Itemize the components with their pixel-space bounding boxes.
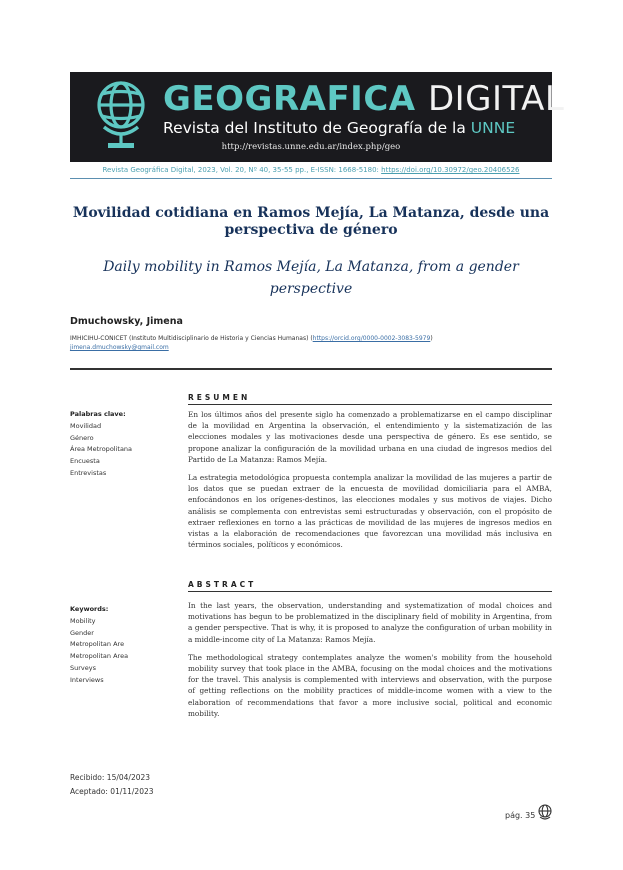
keyword: Mobility: [70, 616, 96, 625]
divider: [70, 178, 552, 179]
keyword: Movilidad: [70, 421, 102, 430]
keyword: Metropolitan Are: [70, 640, 125, 649]
keywords-title: Palabras clave:: [70, 410, 126, 418]
keywords-en: [70, 604, 180, 687]
author-email[interactable]: jimena.dmuchowsky@gmail.com: [70, 344, 169, 351]
resumen-body: [188, 409, 552, 557]
citation-line: Revista Geográfica Digital, 2023, Vol. 20, Nº 40, 35-55 pp., E-ISSN: 1668-5180: https://doi.org/10.30972/geo.20406526: [102, 166, 520, 174]
page-number: pág. 35: [505, 811, 536, 820]
resumen-rule: [188, 404, 552, 405]
keywords-title: Keywords:: [70, 605, 109, 613]
received-date: Recibido: 15/04/2023: [70, 773, 151, 782]
journal-url[interactable]: http://revistas.unne.edu.ar/index.php/geo: [221, 142, 401, 152]
submission-dates: [70, 771, 154, 799]
journal-banner: [70, 72, 565, 162]
keyword: Entrevistas: [70, 468, 107, 477]
keyword: Género: [70, 433, 94, 442]
keyword: Encuesta: [70, 457, 100, 466]
keyword: Gender: [70, 628, 94, 637]
paragraph: The methodological strategy contemplates analyze the women's mobility from the household mobility survey that took place in the AMBA, focusing on the modal choices and the motivations for the travel. This analysis is complemented with interviews and observation, with the purpose of getting reflections on the mobility practices of middle-income women with a view to the elaboration of recommendations that favor a more inclusive social, political and economic mobility.: [188, 652, 552, 718]
keyword: Área Metropolitana: [70, 445, 133, 454]
paragraph: En los últimos años del presente siglo ha comenzado a problematizarse en el campo disciplinar de la movilidad en Argentina la observación, el entendimiento y la sistematización de las elecciones modales y las motivaciones desde una perspectiva de género. Es ese sentido, se propone analizar la configuración de la movilidad urbana en una ciudad de ingresos medios del Partido de La Matanza: Ramos Mejía.: [188, 410, 552, 464]
paragraph: La estrategia metodológica propuesta contempla analizar la movilidad de las mujeres a partir de los datos que se puedan extraer de la encuesta de movilidad domiciliaria para el AMBA, enfocándonos en los orígenes-destinos, las elecciones modales y sus motivos de viajes. Dicho análisis se complementa con entrevistas semi estructuradas y observación, con el propósito de extraer reflexiones en torno a las prácticas de movilidad de las mujeres de ingresos medios en vistas a la elaboración de recomendaciones que favorezcan una movilidad más inclusiva en términos sociales, políticos y económicos.: [188, 473, 552, 550]
globe-icon: [537, 804, 553, 822]
author-affiliation: IMHICIHU-CONICET (Instituto Multidisciplinario de Historia y Ciencias Humanas) (https://orcid.org/0000-0002-3083-5979): [70, 335, 433, 342]
author-name: Dmuchowsky, Jimena: [70, 316, 183, 327]
keywords-es: [70, 409, 180, 480]
doi-link[interactable]: https://doi.org/10.30972/geo.20406526: [381, 166, 520, 174]
abstract-rule: [188, 591, 552, 592]
journal-name: GEOGRAFICA DIGITAL: [163, 79, 565, 119]
paragraph: In the last years, the observation, understanding and systematization of modal choices and motivations has begun to be problematized in the disciplinary field of mobility in Argentina, from a gender perspective. That is why, it is proposed to analyze the configuration of urban mobility in a middle-income city of La Matanza: Ramos Mejía.: [188, 601, 552, 644]
abstract-heading: ABSTRACT: [188, 580, 257, 589]
orcid-link[interactable]: https://orcid.org/0000-0002-3083-5979: [312, 335, 431, 342]
divider: [70, 368, 552, 370]
keyword: Metropolitan Area: [70, 652, 129, 661]
article-title-en: Daily mobility in Ramos Mejía, La Matanza, from a gender perspective: [103, 259, 519, 297]
journal-subtitle: Revista del Instituto de Geografía de la UNNE: [163, 119, 516, 137]
keyword: Surveys: [70, 663, 96, 672]
accepted-date: Aceptado: 01/11/2023: [70, 787, 154, 796]
article-title-es: Movilidad cotidiana en Ramos Mejía, La Matanza, desde una perspectiva de género: [72, 205, 550, 238]
abstract-body: [188, 600, 552, 726]
resumen-heading: RESUMEN: [188, 393, 251, 402]
keyword: Interviews: [70, 675, 104, 684]
